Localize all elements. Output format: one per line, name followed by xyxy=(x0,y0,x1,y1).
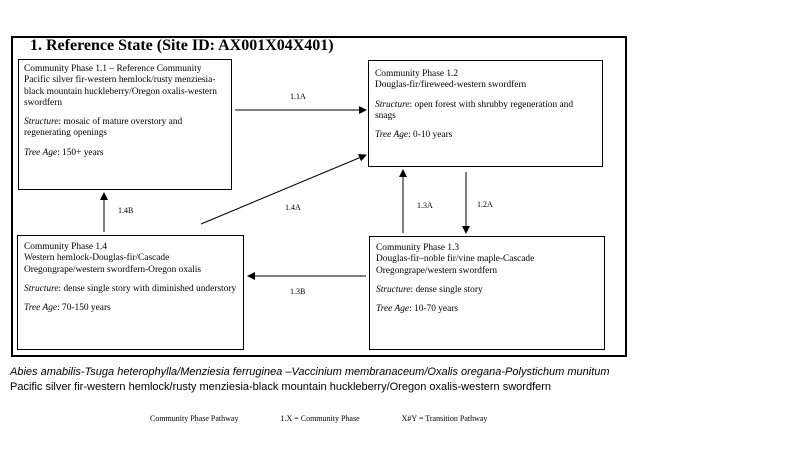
tree-age-text: : 70-150 years xyxy=(57,303,111,314)
common-names: Pacific silver fir-western hemlock/rusty menziesia-black mountain huckleberry/Oregon oxalis-western swordfern xyxy=(10,381,552,393)
structure-text: : dense single story xyxy=(410,284,483,295)
pathway-label-1-3A: 1.3A xyxy=(417,201,433,210)
phase-structure xyxy=(376,285,598,296)
scientific-names: Abies amabilis-Tsuga heterophylla/Menziesia ferruginea –Vaccinium membranaceum/Oxalis oregana-Polystichum munitum xyxy=(10,366,610,378)
phase-structure xyxy=(24,117,226,140)
phase-structure xyxy=(24,284,237,295)
legend-pathway: Community Phase Pathway xyxy=(150,414,239,423)
pathway-label-1-4B: 1.4B xyxy=(118,206,134,215)
pathway-label-1-3B: 1.3B xyxy=(290,287,306,296)
tree-age-label: Tree Age xyxy=(24,303,58,314)
structure-text: : dense single story with diminished understory xyxy=(58,283,237,294)
phase-species: Western hemlock-Douglas-fir/Cascade Oregongrape/western swordfern-Oregon oxalis xyxy=(24,253,202,275)
structure-text: : mosaic of mature overstory and regenerating openings xyxy=(24,117,183,139)
legend xyxy=(150,414,527,423)
phase-tree-age xyxy=(376,304,598,315)
pathway-label-1-4A: 1.4A xyxy=(285,203,301,212)
phase-tree-age xyxy=(24,148,226,159)
diagram-title: 1. Reference State (Site ID: AX001X04X401) xyxy=(30,37,334,54)
tree-age-text: : 10-70 years xyxy=(409,304,459,315)
community-phase-1-2-box xyxy=(368,60,603,167)
phase-structure xyxy=(375,100,596,123)
phase-heading: Community Phase 1.4 xyxy=(24,242,108,252)
community-phase-1-1-box xyxy=(18,59,232,190)
structure-label: Structure xyxy=(375,99,410,110)
community-phase-1-3-box xyxy=(369,236,605,350)
structure-label: Structure xyxy=(24,117,59,128)
phase-species: Douglas-fir–noble fir/vine maple-Cascade Oregongrape/western swordfern xyxy=(376,254,535,276)
phase-species: Pacific silver fir-western hemlock/rusty menziesia-black mountain huckleberry/Oregon oxalis-western swordfern xyxy=(24,75,217,108)
phase-tree-age xyxy=(24,303,237,314)
phase-heading: Community Phase 1.3 xyxy=(376,243,460,253)
community-phase-1-4-box xyxy=(17,235,244,350)
pathway-label-1-1A: 1.1A xyxy=(290,92,306,101)
structure-label: Structure xyxy=(376,284,411,295)
phase-heading: Community Phase 1.2 xyxy=(375,69,459,79)
tree-age-label: Tree Age xyxy=(376,304,410,315)
phase-heading: Community Phase 1.1 – Reference Community xyxy=(24,64,202,74)
legend-transition: X#Y = Transition Pathway xyxy=(401,414,488,423)
tree-age-label: Tree Age xyxy=(24,147,58,158)
legend-phase: 1.X = Community Phase xyxy=(280,414,360,423)
structure-text: : open forest with shrubby regeneration and snags xyxy=(375,99,574,121)
tree-age-text: : 150+ years xyxy=(57,147,104,158)
structure-label: Structure xyxy=(24,283,59,294)
phase-species: Douglas-fir/fireweed-western swordfern xyxy=(375,80,527,91)
phase-tree-age xyxy=(375,130,596,141)
pathway-label-1-2A: 1.2A xyxy=(477,200,493,209)
tree-age-text: : 0-10 years xyxy=(408,130,453,141)
tree-age-label: Tree Age xyxy=(375,130,409,141)
